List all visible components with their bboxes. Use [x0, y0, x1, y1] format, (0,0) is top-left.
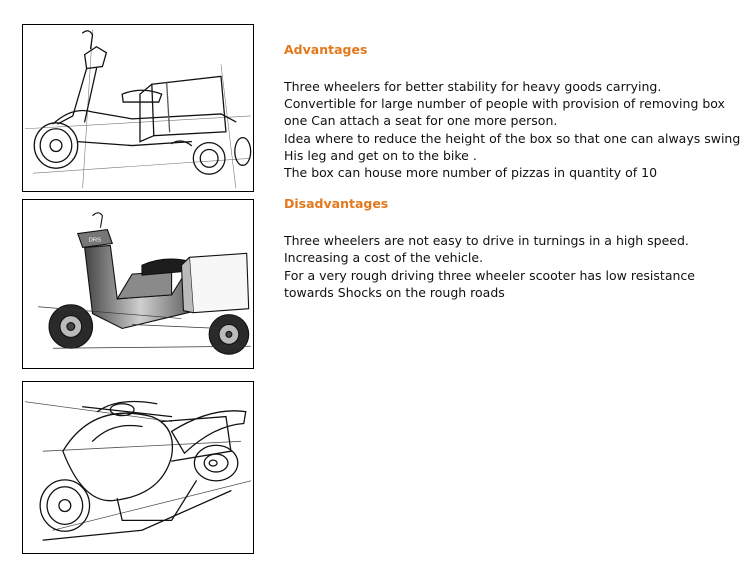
- advantages-line: Idea where to reduce the height of the box so that one can always swing: [284, 130, 741, 146]
- disadvantages-heading: Disadvantages: [284, 196, 389, 212]
- disadvantages-list: [284, 232, 744, 301]
- description-column: [284, 41, 744, 301]
- advantages-line: Three wheelers for better stability for heavy goods carrying.: [284, 79, 662, 94]
- sketch-three-wheeler-shaded: [22, 199, 254, 369]
- advantages-line: one Can attach a seat for one more person.: [284, 113, 558, 129]
- advantages-line: The box can house more number of pizzas in quantity of 10: [284, 165, 658, 181]
- disadvantages-line: towards Shocks on the rough roads: [284, 284, 505, 300]
- scooter-perspective-drawing: [23, 382, 253, 553]
- advantages-line: Convertible for large number of people with provision of removing box: [284, 96, 725, 112]
- disadvantages-line: Three wheelers are not easy to drive in turnings in a high speed.: [284, 233, 689, 249]
- advantages-line: His leg and get on to the bike .: [284, 147, 477, 163]
- svg-text:DRS: DRS: [88, 237, 102, 244]
- scooter-sketch-drawing: [23, 25, 253, 191]
- scooter-render-drawing: [23, 200, 253, 368]
- disadvantages-line: Increasing a cost of the vehicle.: [284, 250, 484, 266]
- sketch-scooter-perspective: [22, 381, 254, 554]
- disadvantages-line: For a very rough driving three wheeler scooter has low resistance: [284, 267, 695, 283]
- sketch-three-wheeler-line: [22, 24, 254, 192]
- advantages-heading: Advantages: [284, 42, 368, 57]
- advantages-list: [284, 78, 744, 181]
